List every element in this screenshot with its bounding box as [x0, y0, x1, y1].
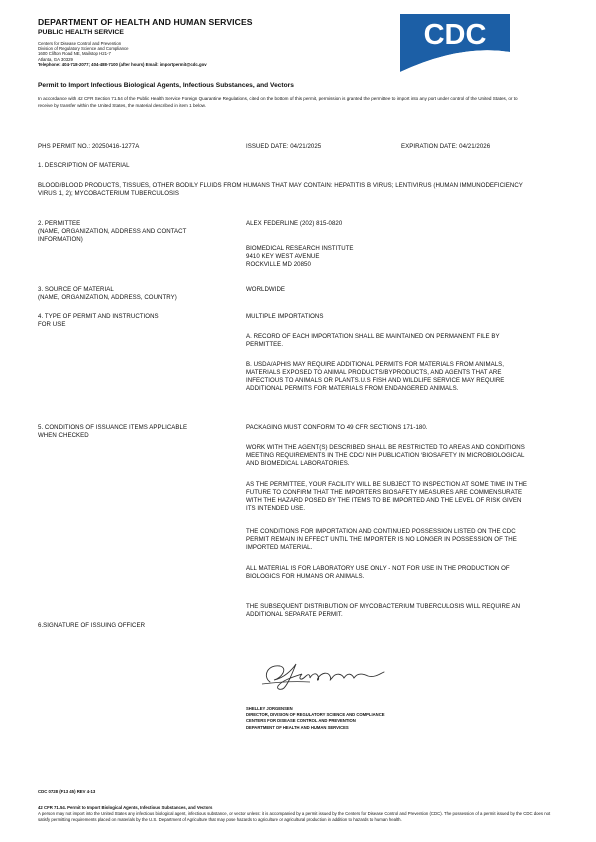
signer-org: CENTERS FOR DISEASE CONTROL AND PREVENTION — [246, 718, 356, 724]
section-4-label: 4. TYPE OF PERMIT AND INSTRUCTIONS — [38, 313, 159, 320]
condition-item: PACKAGING MUST CONFORM TO 49 CFR SECTIONS 171-180. — [246, 424, 428, 431]
cdc-logo — [400, 14, 510, 76]
cfr-text: A person may not import into the United States any infectious biological agent, infectious substance, or vector unless: it is accompanied by a permit issued by the Centers for Disease Control and Prevention (CDC). The possession of a permit issued by the CDC does not satisfy permitting requirements placed on materials by the U.S. Department of Agriculture that may pose hazards to agriculture or agricultural production in addition to hazards to human health. — [38, 811, 551, 822]
signer-title: DIRECTOR, DIVISION OF REGULATORY SCIENCE AND COMPLIANCE — [246, 712, 385, 718]
permit-number: PHS PERMIT NO.: 20250416-1277A — [38, 143, 140, 150]
instruction-a: A. RECORD OF EACH IMPORTATION SHALL BE MAINTAINED ON PERMANENT FILE BY PERMITTEE. — [246, 333, 500, 348]
condition-item: WORK WITH THE AGENT(S) DESCRIBED SHALL BE RESTRICTED TO AREAS AND CONDITIONS MEETING REQUIREMENTS IN THE CDC/ NIH PUBLICATION ‘BIOSAFETY IN MICROBIOLOGICAL AND BIOMEDICAL LABORATORIES. — [246, 444, 525, 467]
handwritten-signature — [258, 656, 388, 692]
permittee-contact: ALEX FEDERLINE (202) 815-0820 — [246, 220, 343, 227]
signer-name: SHELLEY JORGENSEN — [246, 706, 293, 711]
permit-title: Permit to Import Infectious Biological Agents, Infectious Substances, and Vectors — [38, 82, 294, 89]
expiration-date: EXPIRATION DATE: 04/21/2026 — [401, 143, 491, 150]
signer-department: DEPARTMENT OF HEALTH AND HUMAN SERVICES — [246, 724, 349, 730]
section-2-sublabel: (NAME, ORGANIZATION, ADDRESS AND CONTACT INFORMATION) — [38, 228, 187, 243]
address-line: Telephone: 404-718-2077; 404-488-7100 (after hours) Email: importpermit@cdc.gov — [38, 61, 207, 67]
instruction-b: B. USDA/APHIS MAY REQUIRE ADDITIONAL PERMITS FOR MATERIALS FROM ANIMALS, MATERIALS EXPOSED TO ANIMAL PRODUCTS/BYPRODUCTS, AND AGENTS THAT ARE INFECTIOUS TO ANIMALS OR PLANTS.U.S FISH AND WILDLIFE SERVICE MAY REQUIRE ADDITIONAL PERMITS FOR MATERIALS FROM ENDANGERED ANIMALS. — [246, 361, 505, 392]
signer-block — [246, 706, 385, 731]
condition-item: ALL MATERIAL IS FOR LABORATORY USE ONLY - NOT FOR USE IN THE PRODUCTION OF BIOLOGICS FOR HUMANS OR ANIMALS. — [246, 565, 510, 580]
permittee-city: ROCKVILLE MD 20850 — [246, 261, 311, 268]
material-source: WORLDWIDE — [246, 286, 286, 293]
address-line: 1600 Clifton Road NE, Mailstop H21-7 — [38, 51, 111, 57]
section-1-label: 1. DESCRIPTION OF MATERIAL — [38, 162, 130, 169]
section-3-sublabel: (NAME, ORGANIZATION, ADDRESS, COUNTRY) — [38, 294, 177, 301]
address-line: Atlanta, GA 30329 — [38, 56, 73, 62]
logo-text: CDC — [423, 19, 487, 51]
section-5-sublabel: WHEN CHECKED — [38, 432, 89, 439]
service-title: PUBLIC HEALTH SERVICE — [38, 29, 124, 36]
issued-date: ISSUED DATE: 04/21/2025 — [246, 143, 322, 150]
section-4-sublabel: FOR USE — [38, 321, 66, 328]
section-6-label: 6.SIGNATURE OF ISSUING OFFICER — [38, 622, 146, 629]
permittee-organization: BIOMEDICAL RESEARCH INSTITUTE — [246, 245, 354, 252]
department-title: DEPARTMENT OF HEALTH AND HUMAN SERVICES — [38, 17, 253, 27]
form-number: CDC 0728 (F13 45) REV 4-13 — [38, 789, 96, 794]
permit-type: MULTIPLE IMPORTATIONS — [246, 313, 324, 320]
permittee-street: 9410 KEY WEST AVENUE — [246, 253, 320, 260]
cfr-title: 42 CFR 71.54. Permit to Import Biological Agents, Infectious Substances, and Vectors — [38, 805, 213, 810]
condition-item: AS THE PERMITTEE, YOUR FACILITY WILL BE SUBJECT TO INSPECTION AT SOME TIME IN THE FUTURE TO CONFIRM THAT THE IMPORTERS BIOSAFETY MEASURES ARE COMMENSURATE WITH THE HAZARD POSED BY THE ITEMS TO BE IMPORTED AND THE LEVEL OF RISK GIVEN ITS INTENDED USE. — [246, 481, 528, 512]
permit-intro-text: In accordance with 42 CFR Section 71.54 of the Public Health Service Foreign Quarantine Regulations, cited on the bottom of this permit, permission is granted the permittee to import into any port under control of the United States, or to receive by transfer within the United States, the material described in item 1 below. — [38, 96, 518, 108]
address-line: Division of Regulatory Science and Compliance — [38, 46, 129, 52]
section-2-label: 2. PERMITTEE — [38, 220, 81, 227]
section-5-label: 5. CONDITIONS OF ISSUANCE ITEMS APPLICABLE — [38, 424, 188, 431]
address-line: Centers for Disease Control and Prevention — [38, 41, 122, 46]
material-description: BLOOD/BLOOD PRODUCTS, TISSUES, OTHER BODILY FLUIDS FROM HUMANS THAT MAY CONTAIN: HEPATITIS B VIRUS; LENTIVIRUS (HUMAN IMMUNODEFICIENCY VIRUS 1, 2); MYCOBACTERIUM TUBERCULOSIS — [38, 182, 523, 197]
section-3-label: 3. SOURCE OF MATERIAL — [38, 286, 114, 293]
condition-item: THE CONDITIONS FOR IMPORTATION AND CONTINUED POSSESSION LISTED ON THE CDC PERMIT REMAIN IN EFFECT UNTIL THE IMPORTER IS NO LONGER IN POSSESSION OF THE IMPORTED MATERIAL. — [246, 528, 517, 551]
cdc-address-block — [38, 41, 368, 67]
condition-item: THE SUBSEQUENT DISTRIBUTION OF MYCOBACTERIUM TUBERCULOSIS WILL REQUIRE AN ADDITIONAL SEPARATE PERMIT. — [246, 603, 521, 618]
